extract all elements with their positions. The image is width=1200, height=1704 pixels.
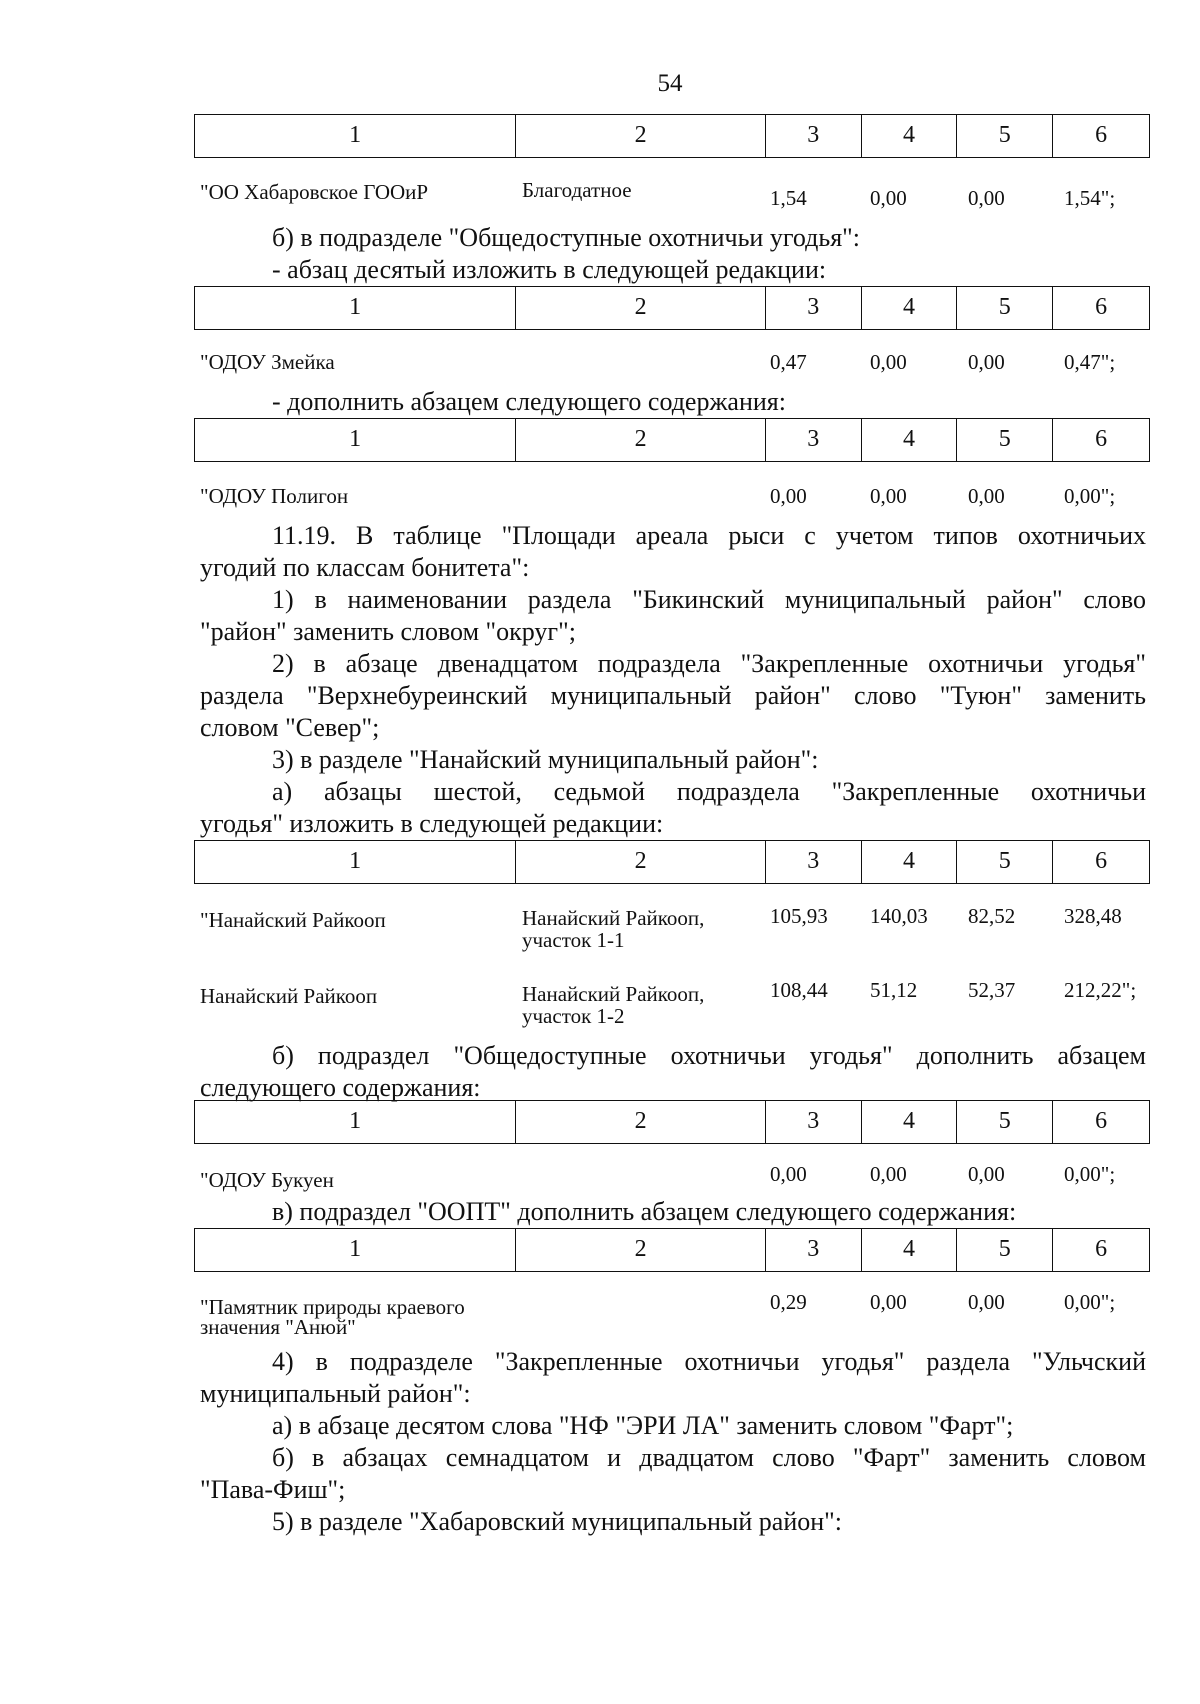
cell-value: 0,00 <box>968 484 1005 508</box>
cell-value: 0,00 <box>870 1290 907 1314</box>
cell-value: 0,47"; <box>1064 350 1116 374</box>
cell-value: 82,52 <box>968 904 1016 928</box>
cell-name: "ОДОУ Букуен <box>200 1168 334 1192</box>
cell-value: 108,44 <box>770 978 828 1002</box>
paragraph: 5) в разделе "Хабаровский муниципальный район": <box>272 1507 843 1536</box>
cell-location: Нанайский Райкооп, <box>522 906 705 930</box>
table-header-row <box>194 840 1150 884</box>
column-header: 4 <box>862 115 958 157</box>
cell-value: 1,54 <box>770 186 807 210</box>
paragraph: "район" заменить словом "округ"; <box>200 617 576 646</box>
column-header: 5 <box>957 287 1053 329</box>
column-header: 3 <box>766 287 862 329</box>
cell-name: значения "Анюй" <box>200 1315 356 1339</box>
cell-value: 0,47 <box>770 350 807 374</box>
cell-location: участок 1-2 <box>522 1004 625 1028</box>
page-number: 54 <box>657 70 683 97</box>
table-header-row <box>194 286 1150 330</box>
cell-value: 0,00"; <box>1064 484 1116 508</box>
column-header: 1 <box>195 841 516 883</box>
column-header: 5 <box>957 419 1053 461</box>
paragraph: б) подраздел "Общедоступные охотничьи угодья" дополнить абзацем <box>272 1041 1146 1070</box>
table-header-row <box>194 418 1150 462</box>
column-header: 5 <box>957 841 1053 883</box>
table-header-row <box>194 114 1150 158</box>
column-header: 3 <box>766 1229 862 1271</box>
column-header: 6 <box>1095 1108 1108 1134</box>
column-header: 2 <box>516 841 765 883</box>
cell-value: 51,12 <box>870 978 918 1002</box>
column-header: 3 <box>766 115 862 157</box>
cell-value: 140,03 <box>870 904 928 928</box>
paragraph: раздела "Верхнебуреинский муниципальный район" слово "Туюн" заменить <box>200 681 1146 710</box>
table-row <box>200 978 1150 1044</box>
paragraph: в) подраздел "ООПТ" дополнить абзацем следующего содержания: <box>272 1197 1017 1226</box>
paragraph: 4) в подразделе "Закрепленные охотничьи угодья" раздела "Ульчский <box>272 1347 1146 1376</box>
cell-name: "Памятник природы краевого <box>200 1295 465 1319</box>
cell-name: "ОДОУ Полигон <box>200 484 349 508</box>
column-header: 2 <box>516 1101 765 1143</box>
column-header: 3 <box>766 419 862 461</box>
paragraph: 3) в разделе "Нанайский муниципальный район": <box>272 745 819 774</box>
cell-value: 0,00 <box>968 186 1005 210</box>
column-header: 5 <box>957 1229 1053 1271</box>
column-header: 2 <box>516 287 765 329</box>
cell-value: 0,00 <box>770 1162 807 1186</box>
paragraph: 11.19. В таблице "Площади ареала рыси с учетом типов охотничьих <box>272 521 1146 550</box>
column-header: 1 <box>195 1229 516 1271</box>
paragraph: 1) в наименовании раздела "Бикинский муниципальный район" слово <box>272 585 1146 614</box>
column-header: 1 <box>195 287 516 329</box>
paragraph: угодий по классам бонитета": <box>200 553 530 582</box>
paragraph: угодья" изложить в следующей редакции: <box>200 809 664 838</box>
cell-value: 0,00 <box>870 186 907 210</box>
cell-value: 0,00"; <box>1064 1290 1116 1314</box>
cell-name: "ОО Хабаровское ГООиР <box>200 180 429 204</box>
column-header: 2 <box>516 419 765 461</box>
paragraph: а) абзацы шестой, седьмой подраздела "Закрепленные охотничьи <box>272 777 1146 806</box>
column-header: 4 <box>862 419 958 461</box>
table-header-row <box>194 1100 1150 1144</box>
paragraph: словом "Север"; <box>200 713 380 742</box>
column-header: 5 <box>957 1101 1053 1143</box>
column-header: 6 <box>1095 294 1108 320</box>
column-header: 4 <box>862 841 958 883</box>
column-header: 4 <box>862 1229 958 1271</box>
paragraph: 2) в абзаце двенадцатом подраздела "Закрепленные охотничьи угодья" <box>272 649 1146 678</box>
table-row <box>200 904 1150 968</box>
paragraph: следующего содержания: <box>200 1073 481 1102</box>
column-header: 3 <box>766 1101 862 1143</box>
column-header: 6 <box>1095 848 1108 874</box>
cell-value: 212,22"; <box>1064 978 1137 1002</box>
paragraph: "Пава-Фиш"; <box>200 1475 346 1504</box>
cell-name: "Нанайский Райкооп <box>200 908 386 932</box>
cell-value: 0,00 <box>968 350 1005 374</box>
cell-value: 0,00 <box>968 1290 1005 1314</box>
column-header: 4 <box>862 287 958 329</box>
cell-value: 0,29 <box>770 1290 807 1314</box>
paragraph: а) в абзаце десятом слова "НФ "ЭРИ ЛА" заменить словом "Фарт"; <box>272 1411 1014 1440</box>
column-header: 5 <box>957 115 1053 157</box>
cell-value: 0,00 <box>870 350 907 374</box>
paragraph: - абзац десятый изложить в следующей редакции: <box>272 255 827 284</box>
cell-value: 328,48 <box>1064 904 1122 928</box>
column-header: 3 <box>766 841 862 883</box>
paragraph: - дополнить абзацем следующего содержания: <box>272 387 786 416</box>
paragraph: муниципальный район": <box>200 1379 471 1408</box>
column-header: 1 <box>195 419 516 461</box>
column-header: 2 <box>516 115 765 157</box>
cell-name: Нанайский Райкооп <box>200 984 378 1008</box>
cell-name: "ОДОУ Змейка <box>200 350 335 374</box>
cell-value: 1,54"; <box>1064 186 1116 210</box>
paragraph: б) в подразделе "Общедоступные охотничьи угодья": <box>272 223 860 252</box>
cell-location: Благодатное <box>522 178 632 202</box>
cell-location: участок 1-1 <box>522 928 625 952</box>
paragraph: б) в абзацах семнадцатом и двадцатом слово "Фарт" заменить словом <box>272 1443 1146 1472</box>
cell-value: 105,93 <box>770 904 828 928</box>
table-header-row <box>194 1228 1150 1272</box>
column-header: 1 <box>195 1101 516 1143</box>
column-header: 4 <box>862 1101 958 1143</box>
column-header: 6 <box>1095 122 1108 148</box>
cell-value: 0,00"; <box>1064 1162 1116 1186</box>
cell-value: 0,00 <box>968 1162 1005 1186</box>
column-header: 2 <box>516 1229 765 1271</box>
cell-value: 0,00 <box>870 484 907 508</box>
cell-value: 0,00 <box>870 1162 907 1186</box>
column-header: 6 <box>1095 426 1108 452</box>
column-header: 1 <box>195 115 516 157</box>
cell-value: 52,37 <box>968 978 1016 1002</box>
cell-location: Нанайский Райкооп, <box>522 982 705 1006</box>
cell-value: 0,00 <box>770 484 807 508</box>
column-header: 6 <box>1095 1236 1108 1262</box>
